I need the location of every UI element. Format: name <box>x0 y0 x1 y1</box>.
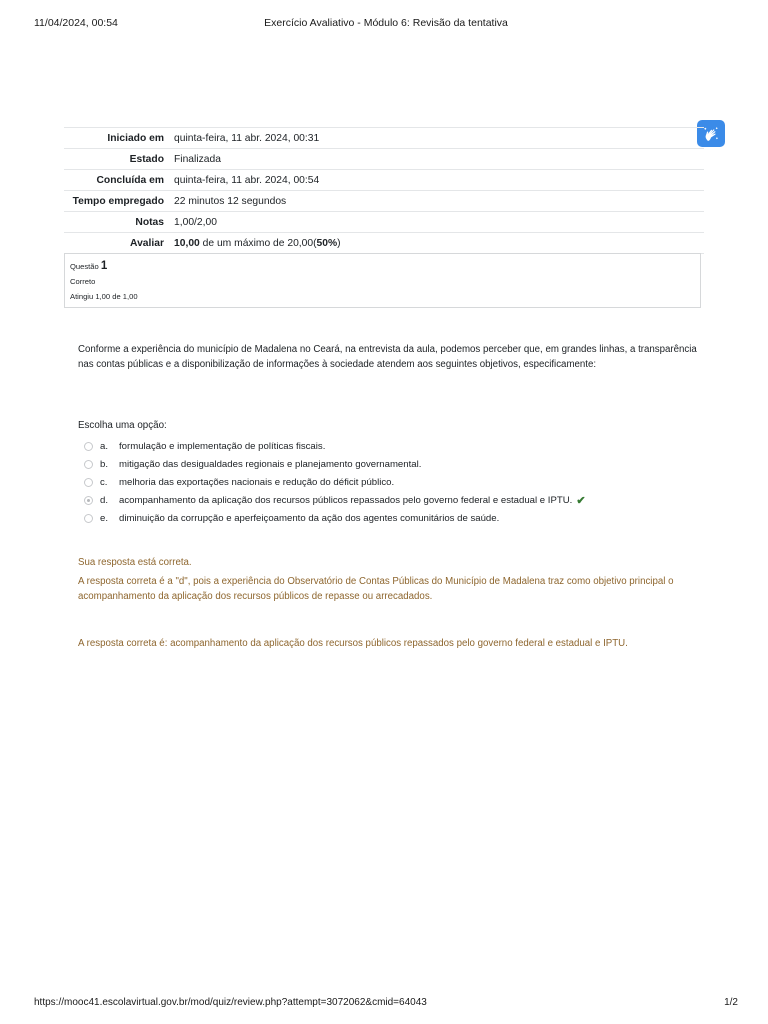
question-number-value: 1 <box>100 260 108 272</box>
feedback-explanation: A resposta correta é a "d", pois a experiência do Observatório de Contas Públicas do Município de Madalena traz como objetivo principal o acompanhamento da aplicação dos recursos públicos de repasse ou arrecadados. <box>78 576 674 602</box>
check-icon: ✔ <box>576 494 586 507</box>
radio-button[interactable] <box>84 478 93 487</box>
option-letter: b. <box>100 458 109 470</box>
page-url: https://mooc41.escolavirtual.gov.br/mod/quiz/review.php?attempt=3072062&cmid=64043 <box>34 997 427 1008</box>
question-text: Conforme a experiência do município de Madalena no Ceará, na entrevista da aula, podemos perceber que, em grandes linhas, a transparência nas contas públicas e a disponibilização de informações à sociedade atendem aos seguintes objetivos, especificamente: <box>78 344 697 370</box>
summary-label: Avaliar <box>64 233 174 254</box>
answer-option-e[interactable] <box>84 509 724 527</box>
page-number: 1/2 <box>724 997 738 1008</box>
grade-end-text: ) <box>337 238 341 249</box>
option-text: acompanhamento da aplicação dos recursos públicos repassados pelo governo federal e estadual e IPTU. <box>119 494 573 506</box>
correct-message: Sua resposta está correta. <box>78 557 192 568</box>
question-number <box>70 259 700 273</box>
option-text: diminuição da corrupção e aperfeiçoamento da ação dos agentes comunitários de saúde. <box>119 512 500 524</box>
grade-middle-text: de um máximo de 20,00( <box>199 238 317 249</box>
summary-value <box>174 233 704 254</box>
radio-button[interactable] <box>84 460 93 469</box>
summary-label: Tempo empregado <box>64 191 174 212</box>
summary-row-state <box>64 149 704 170</box>
option-text: formulação e implementação de políticas fiscais. <box>119 440 326 452</box>
summary-value: Finalizada <box>174 149 704 170</box>
option-text: mitigação das desigualdades regionais e planejamento governamental. <box>119 458 422 470</box>
summary-value: 1,00/2,00 <box>174 212 704 233</box>
option-text: melhoria das exportações nacionais e redução do déficit público. <box>119 476 395 488</box>
summary-label: Iniciado em <box>64 128 174 149</box>
summary-label: Concluída em <box>64 170 174 191</box>
print-footer <box>34 997 738 1011</box>
answer-option-b[interactable] <box>84 455 724 473</box>
option-letter: d. <box>100 494 109 506</box>
summary-value: 22 minutos 12 segundos <box>174 191 704 212</box>
grade-value: 10,00 <box>174 238 200 249</box>
question-info-box <box>64 253 701 308</box>
summary-label: Notas <box>64 212 174 233</box>
page-title: Exercício Avaliativo - Módulo 6: Revisão da tentativa <box>264 17 508 29</box>
summary-row-started <box>64 128 704 149</box>
summary-row-time-taken <box>64 191 704 212</box>
answer-option-c[interactable] <box>84 473 724 491</box>
summary-row-grade <box>64 233 704 254</box>
radio-button[interactable] <box>84 514 93 523</box>
hand-sign-icon <box>703 126 719 142</box>
grade-percent: 50% <box>316 238 338 249</box>
attempt-summary-table <box>64 127 704 254</box>
answer-option-a[interactable] <box>84 437 724 455</box>
question-status: Correto <box>70 277 96 286</box>
print-datetime: 11/04/2024, 00:54 <box>34 17 118 29</box>
summary-value: quinta-feira, 11 abr. 2024, 00:54 <box>174 170 704 191</box>
choose-option-prompt: Escolha uma opção: <box>78 420 167 431</box>
feedback-section <box>78 555 698 651</box>
right-answer: A resposta correta é: acompanhamento da aplicação dos recursos públicos repassados pelo governo federal e estadual e IPTU. <box>78 638 628 649</box>
question-label: Questão <box>70 262 99 271</box>
option-letter: c. <box>100 476 108 488</box>
radio-button-selected[interactable] <box>84 496 93 505</box>
option-letter: e. <box>100 512 109 524</box>
summary-row-completed <box>64 170 704 191</box>
question-marks: Atingiu 1,00 de 1,00 <box>70 292 138 301</box>
summary-label: Estado <box>64 149 174 170</box>
summary-row-marks <box>64 212 704 233</box>
radio-button[interactable] <box>84 442 93 451</box>
answer-options <box>84 437 724 527</box>
answer-option-d[interactable] <box>84 491 724 509</box>
summary-value: quinta-feira, 11 abr. 2024, 00:31 <box>174 128 704 149</box>
print-header <box>34 17 738 31</box>
option-letter: a. <box>100 440 109 452</box>
